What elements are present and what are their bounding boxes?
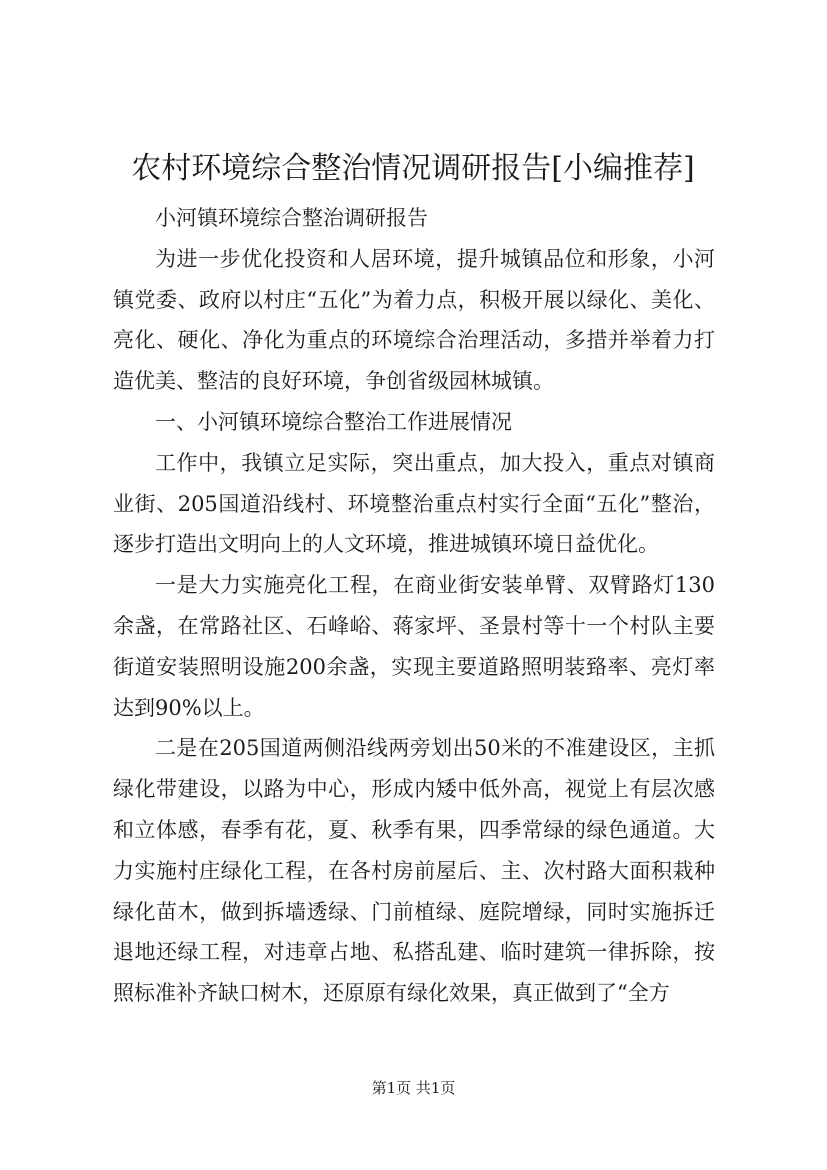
page-number-footer: 第1页 共1页 [371,1079,456,1097]
paragraph: 二是在205国道两侧沿线两旁划出50米的不准建设区，主抓绿化带建设，以路为中心，形成内矮中低外高，视觉上有层次感和立体感，春季有花，夏、秋季有果，四季常绿的绿色通道。大力实施村庄绿化工程，在各村房前屋后、主、次村路大面积栽种绿化苗木，做到拆墙透绿、门前植绿、庭院增绿，同时实施拆迁退地还绿工程，对违章占地、私搭乱建、临时建筑一律拆除，按照标准补齐缺口树木，还原原有绿化效果，真正做到了“全方 [113,736,715,1006]
document-title: 农村环境综合整治情况调研报告[小编推荐] [131,151,695,186]
paragraph: 一是大力实施亮化工程，在商业街安装单臂、双臂路灯130余盏，在常路社区、石峰峪、蒋家坪、圣景村等十一个村队主要街道安装照明设施200余盏，实现主要道路照明装臵率、亮灯率达到90%以上。 [113,573,715,720]
paragraph: 工作中，我镇立足实际，突出重点，加大投入，重点对镇商业街、205国道沿线村、环境整治重点村实行全面“五化”整治，逐步打造出文明向上的人文环境，推进城镇环境日益优化。 [113,450,715,557]
document-subtitle: 小河镇环境综合整治调研报告 [155,206,428,230]
paragraph: 为进一步优化投资和人居环境，提升城镇品位和形象，小河镇党委、政府以村庄“五化”为着力点，积极开展以绿化、美化、亮化、硬化、净化为重点的环境综合治理活动，多措并举着力打造优美、整洁的良好环境，争创省级园林城镇。 [113,246,715,394]
document-body [113,198,715,1014]
section-heading: 一、小河镇环境综合整治工作进展情况 [155,409,512,434]
